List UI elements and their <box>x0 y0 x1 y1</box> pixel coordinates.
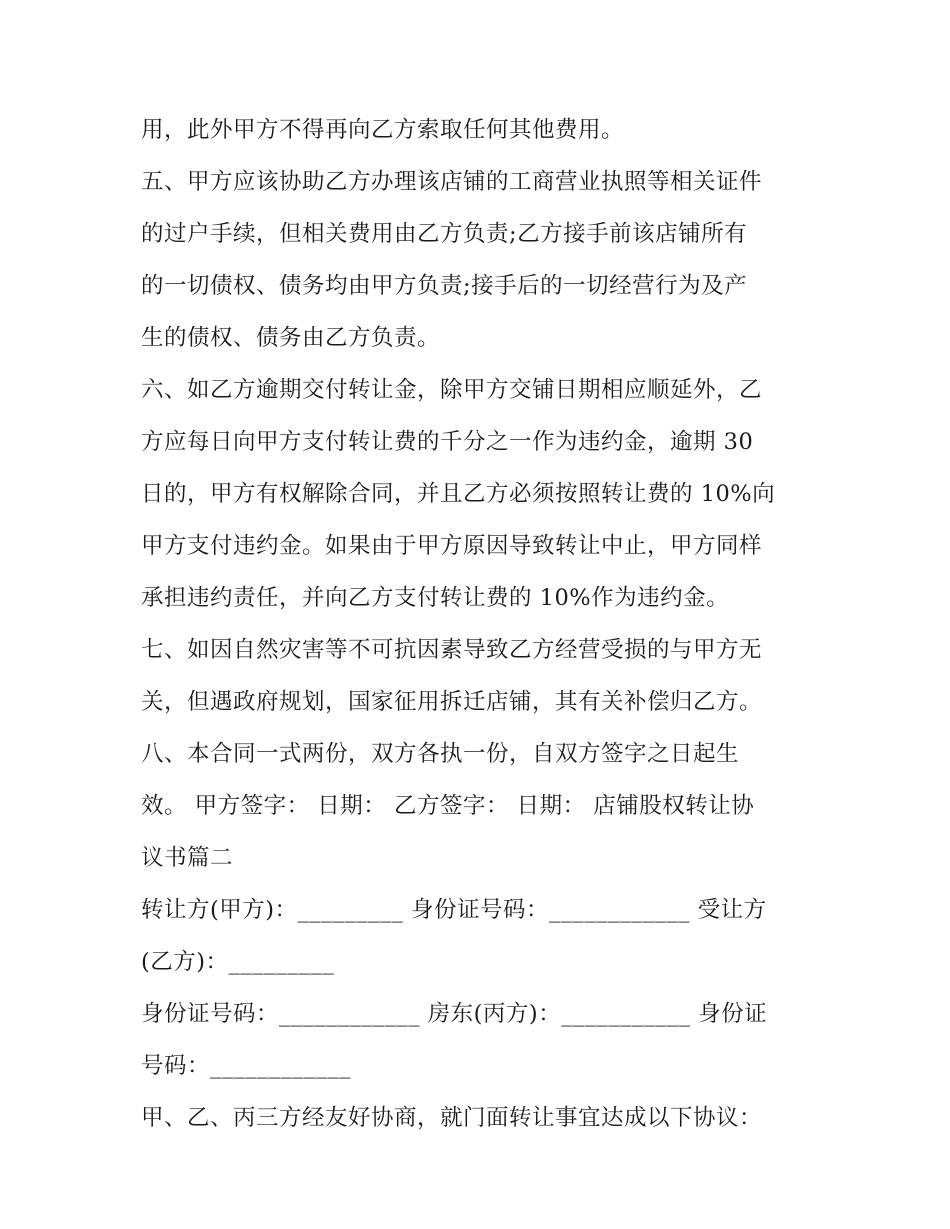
text-line: (乙方)：_________ <box>141 949 335 975</box>
text-line: 六、如乙方逾期交付转让金，除甲方交铺日期相应顺延外，乙 <box>141 377 763 403</box>
text-line: 七、如因自然灾害等不可抗因素导致乙方经营受损的与甲方无 <box>141 637 763 663</box>
text-line: 的一切债权、债务均由甲方负责;接手后的一切经营行为及产 <box>141 273 748 299</box>
text-line: 甲方支付违约金。如果由于甲方原因导致转让中止，甲方同样 <box>141 533 763 559</box>
text-line: 八、本合同一式两份，双方各执一份，自双方签字之日起生 <box>141 741 740 767</box>
text-line: 的过户手续，但相关费用由乙方负责;乙方接手前该店铺所有 <box>141 221 748 247</box>
text-line: 转让方(甲方)：_________ 身份证号码：____________ 受让方 <box>141 897 767 923</box>
text-line: 承担违约责任，并向乙方支付转让费的 10%作为违约金。 <box>141 585 730 611</box>
text-line: 用，此外甲方不得再向乙方索取任何其他费用。 <box>141 117 625 143</box>
document-body <box>141 104 821 1144</box>
text-line: 效。 甲方签字： 日期： 乙方签字： 日期： 店铺股权转让协 <box>141 793 755 819</box>
text-line: 身份证号码：____________ 房东(丙方)：___________ 身份证 <box>141 1001 768 1027</box>
text-line: 日的，甲方有权解除合同，并且乙方必须按照转让费的 10%向 <box>141 481 776 507</box>
text-line: 生的债权、债务由乙方负责。 <box>141 325 441 351</box>
text-line: 五、甲方应该协助乙方办理该店铺的工商营业执照等相关证件 <box>141 169 763 195</box>
text-line: 关，但遇政府规划，国家征用拆迁店铺，其有关补偿归乙方。 <box>141 689 763 715</box>
text-line: 议书篇二 <box>141 845 234 871</box>
text-line: 甲、乙、丙三方经友好协商，就门面转让事宜达成以下协议： <box>141 1105 763 1131</box>
text-line: 方应每日向甲方支付转让费的千分之一作为违约金，逾期 30 <box>141 429 754 455</box>
text-line: 号码：____________ <box>141 1053 352 1079</box>
